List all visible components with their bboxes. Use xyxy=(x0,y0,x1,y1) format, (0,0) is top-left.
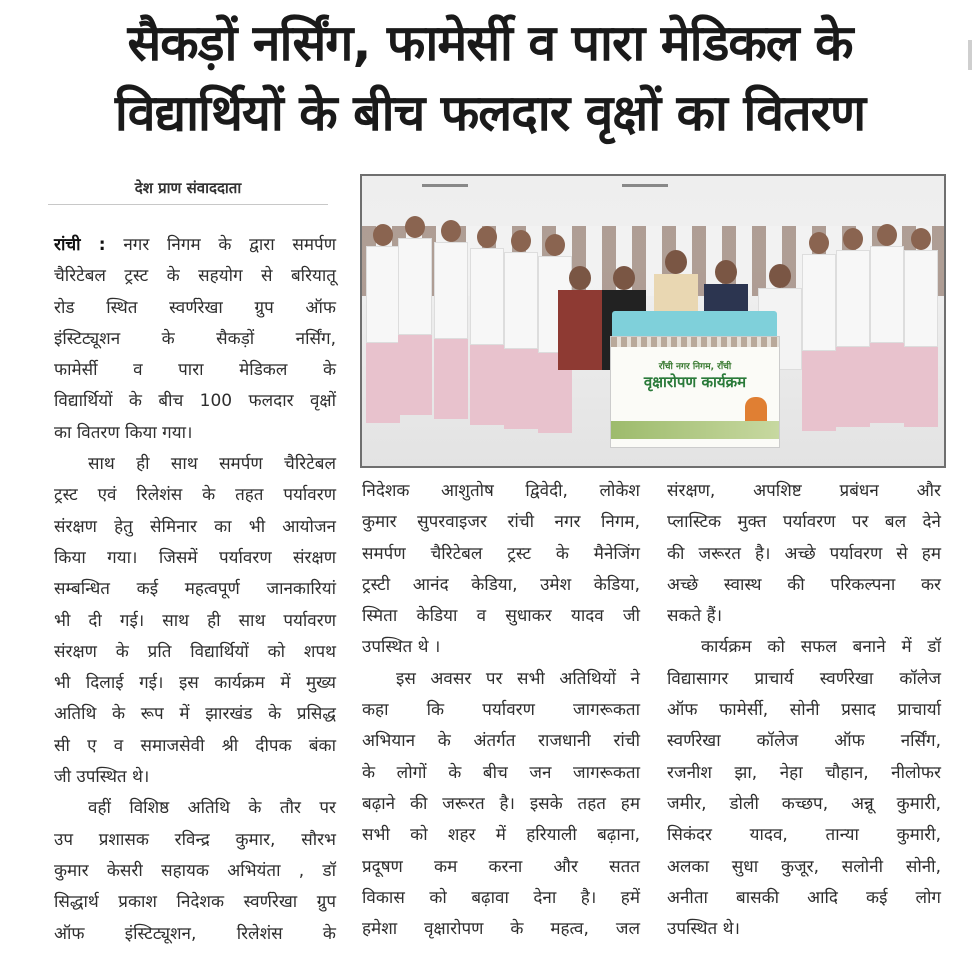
ceiling-fan-icon xyxy=(422,184,468,187)
article-column-3 xyxy=(667,476,941,945)
article-line: ऑफ इंस्टिट्यूशन, रिलेशंस के xyxy=(54,923,336,944)
article-line: रजनीश झा, नेहा चौहान, नीलोफर xyxy=(667,762,941,783)
article-line: विकास को बढ़ावा देना है। हमें xyxy=(362,887,640,908)
page-edge-mark xyxy=(968,40,972,70)
ceiling-fan-icon xyxy=(622,184,668,187)
student-figure xyxy=(398,216,432,415)
headline xyxy=(40,8,940,148)
event-banner xyxy=(610,336,780,448)
article-line: जी उपस्थित थे। xyxy=(54,767,150,788)
student-figure xyxy=(366,224,400,423)
article-line: स्मिता केडिया व सुधाकर यादव जी xyxy=(362,606,640,627)
article-line: का वितरण किया गया। xyxy=(54,422,193,443)
article-line: कुमार केसरी सहायक अभियंता , डॉ xyxy=(54,860,336,881)
headline-line-1: सैकड़ों नर्सिंग, फामेर्सी व पारा मेडिकल के xyxy=(127,14,853,72)
article-line: सी ए व समाजसेवी श्री दीपक बंका xyxy=(54,735,336,756)
student-figure xyxy=(836,228,870,427)
article-line: बढ़ाने की जरूरत है। इसके तहत हम xyxy=(362,793,640,814)
byline: देश प्राण संवाददाता xyxy=(48,178,328,205)
article-line: कार्यक्रम को सफल बनाने में डॉ xyxy=(701,637,941,658)
article-line: रोड स्थित स्वर्णरेखा ग्रुप ऑफ xyxy=(54,297,336,318)
banner-subtitle: राँची नगर निगम, राँची xyxy=(658,362,732,372)
article-line: वहीं विशिष्ठ अतिथि के तौर पर xyxy=(88,798,336,819)
article-line: साथ ही साथ समर्पण चैरिटेबल xyxy=(88,454,336,475)
article-line: प्लास्टिक मुक्त पर्यावरण पर बल देने xyxy=(667,512,941,533)
event-photo xyxy=(360,174,946,468)
article-line: समर्पण चैरिटेबल ट्रस्ट के मैनेजिंग xyxy=(362,543,640,564)
article-line: उपस्थित थे। xyxy=(667,919,740,940)
banner-title: वृक्षारोपण कार्यक्रम xyxy=(643,373,747,391)
article-line: अलका सुधा कुजूर, सलोनी सोनी, xyxy=(667,856,941,877)
article-line: भी दिलाई गई। इस कार्यक्रम में मुख्य xyxy=(54,673,336,694)
student-figure xyxy=(504,230,538,429)
article-line: सिद्धार्थ प्रकाश निदेशक स्वर्णरेखा ग्रुप xyxy=(54,892,336,913)
article-line: इस अवसर पर सभी अतिथियों ने xyxy=(396,668,640,689)
article-line: इंस्टिट्यूशन के सैकड़ों नर्सिंग, xyxy=(54,328,336,349)
article-line: की जरूरत है। अच्छे पर्यावरण से हम xyxy=(667,543,941,564)
article-line: सिकंदर यादव, तान्या कुमारी, xyxy=(667,825,941,846)
article-line: सकते हैं। xyxy=(667,606,723,627)
article-line: संरक्षण के प्रति विद्यार्थियों को शपथ xyxy=(54,641,336,662)
student-figure xyxy=(434,220,468,419)
article-line: सभी को शहर में हरियाली बढ़ाना, xyxy=(362,825,640,846)
headline-line-2: विद्यार्थियों के बीच फलदार वृक्षों का वितरण xyxy=(114,84,866,142)
article-line: कुमार सुपरवाइजर रांची नगर निगम, xyxy=(362,512,640,533)
guest-figure xyxy=(558,266,602,370)
article-line: के लोगों के बीच जन जागरूकता xyxy=(362,762,640,783)
article-line: उप प्रशासक रविन्द्र कुमार, सौरभ xyxy=(54,829,336,850)
student-figure xyxy=(470,226,504,425)
article-line: संरक्षण, अपशिष्ट प्रबंधन और xyxy=(667,481,941,501)
article-line: विद्यासागर प्राचार्य स्वर्णरेखा कॉलेज xyxy=(667,668,941,689)
article-line: भी दी गई। साथ ही साथ पर्यावरण xyxy=(54,610,336,631)
article-column-1 xyxy=(54,230,336,950)
article-line: चैरिटेबल ट्रस्ट के सहयोग से बरियातू xyxy=(54,266,336,287)
article-line: ट्रस्ट एवं रिलेशंस के तहत पर्यावरण xyxy=(54,485,336,506)
article-line: फामेर्सी व पारा मेडिकल के xyxy=(54,360,336,381)
article-line: निदेशक आशुतोष द्विवेदी, लोकेश xyxy=(362,481,640,501)
article-line: अतिथि के रूप में झारखंड के प्रसिद्ध xyxy=(54,704,336,725)
article-line: ट्रस्टी आनंद केडिया, उमेश केडिया, xyxy=(362,574,640,595)
article-line: संरक्षण हेतु सेमिनार का भी आयोजन xyxy=(54,516,336,537)
article-line: अभियान के अंतर्गत राजधानी रांची xyxy=(362,731,640,752)
article-line: स्वर्णरेखा कॉलेज ऑफ नर्सिंग, xyxy=(667,731,941,752)
article-line: ऑफ फामेर्सी, सोनी प्रसाद प्राचार्या xyxy=(667,700,941,721)
article-line: उपस्थित थे । xyxy=(362,637,441,658)
article-line: अनीता बासकी आदि कई लोग xyxy=(667,887,941,908)
article-line: किया गया। जिसमें पर्यावरण संरक्षण xyxy=(54,547,336,568)
article-line: प्रदूषण कम करना और सतत xyxy=(362,856,640,877)
student-figure xyxy=(904,228,938,427)
dateline: रांची : xyxy=(54,235,106,255)
article-line: विद्यार्थियों के बीच 100 फलदार वृक्षों xyxy=(54,391,336,412)
article-line xyxy=(54,230,336,261)
banner-border xyxy=(611,337,779,347)
article-line: सम्बन्धित कई महत्वपूर्ण जानकारियां xyxy=(54,579,336,600)
article-line: हमेशा वृक्षारोपण के महत्व, जल xyxy=(362,919,640,940)
banner-grass-illustration xyxy=(611,421,779,439)
article-line: कहा कि पर्यावरण जागरूकता xyxy=(362,700,640,721)
article-column-2 xyxy=(362,476,640,945)
article-text: नगर निगम के द्वारा समर्पण xyxy=(105,235,336,255)
student-figure xyxy=(870,224,904,423)
article-line: जमीर, डोली कच्छप, अन्नू कुमारी, xyxy=(667,793,941,814)
article-line: अच्छे स्वास्थ की परिकल्पना कर xyxy=(667,574,941,595)
student-figure xyxy=(802,232,836,431)
